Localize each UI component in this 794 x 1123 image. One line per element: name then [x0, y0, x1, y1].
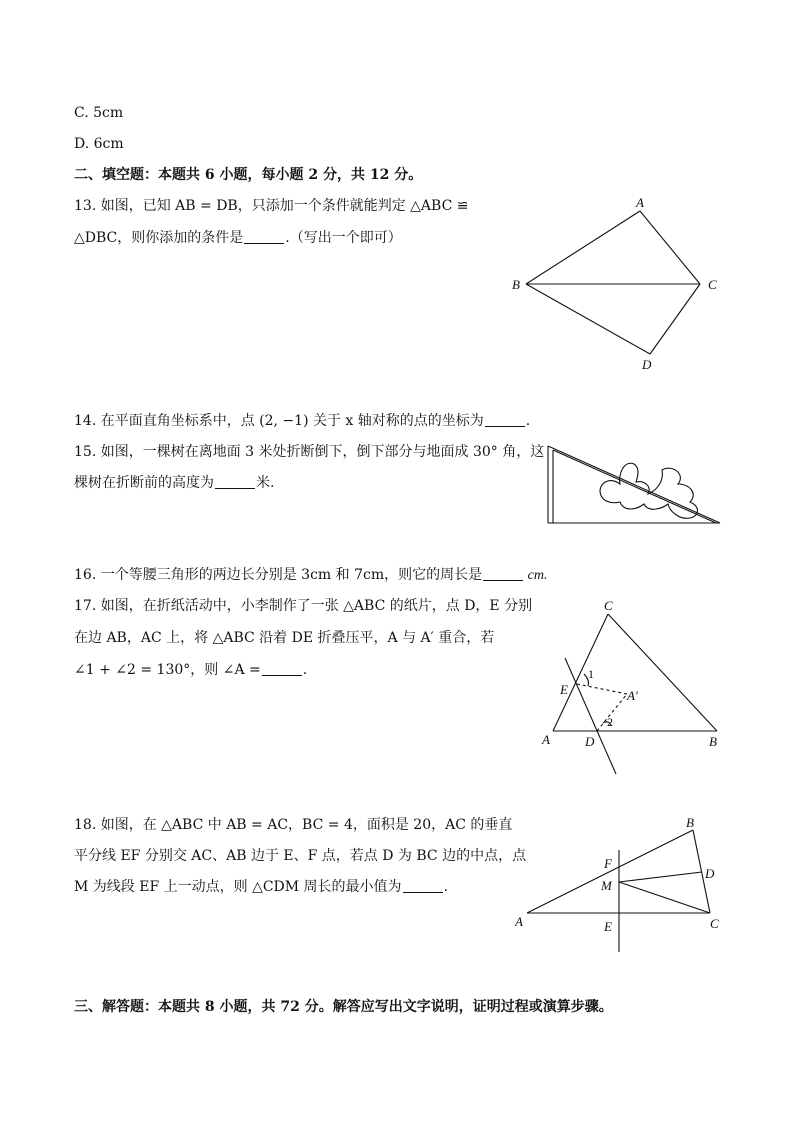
q15-fallen-top — [548, 446, 720, 523]
q17-seg-cb — [608, 614, 717, 731]
q13-line2-text: △DBC，则你添加的条件是 — [74, 230, 244, 246]
q16-line — [74, 565, 547, 586]
q17-label-d: D — [585, 734, 595, 749]
q18-seg-ab — [527, 830, 693, 913]
q13-label-b: B — [512, 277, 520, 292]
option-d: D. 6cm — [74, 136, 124, 152]
q18-label-b: B — [686, 815, 694, 830]
q15-fallen-bottom — [553, 450, 716, 523]
q13-line2 — [74, 228, 402, 248]
q13-answer-blank[interactable] — [244, 229, 284, 244]
q18-label-f: F — [604, 856, 612, 871]
q18-label-d: D — [705, 866, 715, 881]
q16-answer-blank[interactable] — [483, 566, 523, 581]
q17-label-a-prime: A′ — [627, 688, 638, 703]
q17-label-angle2: 2 — [607, 715, 613, 729]
q15-foliage — [600, 463, 698, 518]
q13-seg-ac — [640, 211, 700, 284]
q15-line2 — [74, 473, 274, 493]
q13-label-c: C — [708, 277, 717, 292]
q14-text: 14. 在平面直角坐标系中，点 (2, −1) 关于 x 轴对称的点的坐标为 — [74, 413, 484, 429]
q15-answer-blank[interactable] — [215, 474, 255, 489]
q17-line2: 在边 AB，AC 上，将 △ABC 沿着 DE 折叠压平，A 与 A′ 重合，若 — [74, 630, 495, 646]
q17-label-a: A — [542, 732, 550, 747]
q13-seg-ba — [526, 211, 640, 284]
q15-figure — [540, 440, 725, 530]
q15-line2-end: 米. — [256, 475, 275, 491]
q16-unit: cm. — [524, 568, 548, 583]
q17-figure — [535, 596, 730, 781]
q17-line3-text: ∠1 + ∠2 = 130°，则 ∠A = — [74, 662, 261, 678]
q15-line2-text: 棵树在折断前的高度为 — [74, 475, 214, 491]
q18-answer-blank[interactable] — [403, 878, 443, 893]
q15-line1: 15. 如图，一棵树在离地面 3 米处折断倒下，倒下部分与地面成 30° 角，这 — [74, 444, 545, 460]
q17-label-e: E — [560, 682, 568, 697]
section-3-heading: 三、解答题：本题共 8 小题，共 72 分。解答应写出文字说明，证明过程或演算步骤。 — [74, 999, 613, 1015]
q18-line1: 18. 如图，在 △ABC 中 AB = AC，BC = 4，面积是 20，AC 的垂直 — [74, 817, 513, 833]
q14-line — [74, 411, 530, 431]
q13-line1: 13. 如图，已知 AB = DB，只添加一个条件就能判定 △ABC ≌ — [74, 198, 469, 214]
q13-label-d: D — [642, 357, 652, 372]
q18-figure — [510, 810, 730, 960]
q17-seg-ac — [553, 614, 608, 731]
q18-label-e: E — [604, 919, 612, 934]
q18-line3-end: . — [443, 879, 449, 895]
section-2-heading: 二、填空题：本题共 6 小题，每小题 2 分，共 12 分。 — [74, 167, 423, 183]
q17-answer-blank[interactable] — [262, 661, 302, 676]
q18-label-c: C — [710, 916, 719, 931]
q17-line3 — [74, 660, 307, 680]
q13-seg-dc — [650, 284, 700, 354]
q13-seg-bd — [526, 284, 650, 354]
q17-dash-ea — [577, 684, 627, 694]
q16-text: 16. 一个等腰三角形的两边长分别是 3cm 和 7cm，则它的周长是 — [74, 567, 483, 583]
q13-label-a: A — [636, 195, 644, 210]
q14-answer-blank[interactable] — [485, 412, 525, 427]
q18-line3 — [74, 877, 448, 897]
q18-label-a: A — [515, 914, 523, 929]
q18-seg-md — [619, 872, 702, 882]
q18-seg-mc — [619, 882, 710, 913]
q17-label-c: C — [604, 598, 613, 613]
q13-line2-end: .（写出一个即可） — [285, 230, 402, 246]
q17-label-b: B — [709, 734, 717, 749]
q17-line3-end: . — [302, 662, 308, 678]
q17-label-angle1: 1 — [588, 667, 594, 681]
option-c: C. 5cm — [74, 105, 124, 121]
q18-line3-text: M 为线段 EF 上一动点，则 △CDM 周长的最小值为 — [74, 879, 402, 895]
q13-figure — [505, 195, 735, 375]
q14-end: . — [525, 413, 531, 429]
q18-line2: 平分线 EF 分别交 AC、AB 边于 E、F 点，若点 D 为 BC 边的中点，点 — [74, 848, 527, 864]
q18-label-m: M — [601, 878, 612, 893]
q17-line1: 17. 如图，在折纸活动中，小李制作了一张 △ABC 的纸片，点 D，E 分别 — [74, 598, 533, 614]
